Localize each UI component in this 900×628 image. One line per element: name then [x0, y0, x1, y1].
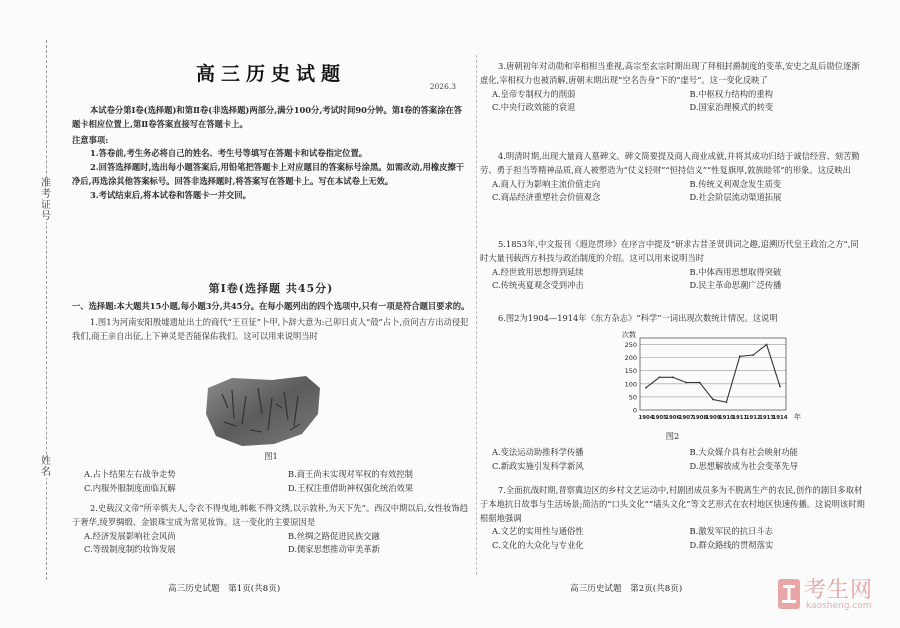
x-tick-label: 1912	[745, 415, 761, 421]
y-tick-label: 150	[624, 367, 637, 376]
option-b[interactable]: B.丝绸之路促进民族交融	[288, 530, 380, 541]
x-tick-label: 1906	[665, 415, 681, 421]
x-tick-label: 1910	[718, 415, 734, 421]
option-b[interactable]: B.中枢权力结构的重构	[689, 88, 773, 99]
figure-1-caption: 图1	[264, 451, 278, 461]
x-tick-label: 1914	[772, 415, 788, 421]
intro-text: 本试卷分第Ⅰ卷(选择题)和第Ⅱ卷(非选择题)两部分,满分100分,考试时间90分钟。第Ⅰ卷的答案涂在答题卡相应位置上,第Ⅱ卷答案直接写在答题卡上。	[72, 105, 463, 129]
y-tick-label: 200	[624, 354, 637, 363]
option-d[interactable]: D.社会阶层流动渠道拓展	[689, 192, 782, 203]
data-point	[752, 354, 754, 356]
option-c[interactable]: C.传统夷夏观念受到冲击	[492, 280, 584, 291]
data-point	[779, 386, 781, 388]
option-c[interactable]: C.等级制度制约妆饰发展	[84, 544, 176, 555]
data-point	[659, 376, 661, 378]
x-tick-label: 1913	[759, 415, 775, 421]
y-tick-label: 100	[624, 380, 637, 389]
option-b[interactable]: B.激发军民的抗日斗志	[689, 526, 773, 537]
question-1	[72, 316, 470, 344]
option-b[interactable]: B.大众媒介具有社会映射功能	[689, 446, 798, 457]
question-stem: 1.图1为河南安阳殷墟遗址出土的商代“王亘征”卜甲,卜辞大意为:己卯日贞人“殻”占卜,贡问吉方出动侵犯我们,商王亲自出征,上下神灵是否能保佑我们。这可以用来说明当时	[72, 317, 469, 341]
option-a[interactable]: A.皇帝专制权力的削弱	[492, 88, 576, 99]
y-tick-label: 0	[632, 406, 637, 415]
option-d[interactable]: D.民主革命思潮广泛传播	[689, 280, 782, 291]
option-b[interactable]: B.中体西用思想取得突破	[689, 266, 782, 277]
y-axis-label: 次数	[622, 331, 636, 339]
x-tick-label: 1909	[705, 415, 721, 421]
figure-2-caption: 图2	[665, 431, 680, 441]
option-c[interactable]: C.新政实施引发科学新风	[492, 460, 584, 471]
question-6-options	[480, 430, 865, 473]
x-tick-label: 1905	[651, 415, 667, 421]
option-a[interactable]: A.经世致用思想得到延续	[492, 266, 584, 277]
data-point	[685, 382, 687, 384]
name-label: 姓 名	[38, 456, 54, 478]
option-a[interactable]: A.占卜结果左右战争走势	[84, 468, 176, 479]
option-d[interactable]: D.国家治理模式的转变	[689, 102, 774, 113]
watermark-url: kaosheng.com	[806, 601, 872, 611]
option-a[interactable]: A.经济发展影响社会风尚	[84, 530, 176, 541]
option-d[interactable]: D.王权注重借助神权强化统治效果	[288, 482, 414, 493]
question-7	[480, 484, 865, 553]
page-footer-2: 高三历史试题 第2页(共8页)	[570, 584, 683, 594]
question-stem: 4.明清时期,出现大量商人墓碑文。碑文简要提及商人商业成就,并将其成功归结于诚信经营、刻苦勤劳、勇于担当等精神品质,商人被塑造为“仗义轻财”“恒持信义”“性复旗厚,敦族睦邻”的形象。这反映出	[480, 151, 860, 175]
y-tick-label: 250	[624, 341, 637, 350]
option-c[interactable]: C.中央行政效能的衰退	[492, 102, 576, 113]
data-point	[712, 399, 714, 401]
question-2	[72, 502, 470, 557]
section-intro: 一、选择题:本大题共15小题,每小题3分,共45分。在每小题列出的四个选项中,只有一项是符合题目要求的。	[72, 300, 470, 311]
watermark-brand: 考生网	[804, 578, 874, 603]
question-stem: 3.唐朝初年对动勋和宰相相当重视,高宗至玄宗时期出现了拜相封爵制度的变革,安史之乱后勋位逐渐虚化,宰相权力也被消解,唐朝末期出现“空名告身”下的“虚号”。这一变化反映了	[480, 61, 860, 85]
kaosheng-logo-icon	[776, 577, 802, 611]
option-b[interactable]: B.传统义利观念发生质变	[689, 178, 782, 189]
x-tick-label: 1907	[678, 415, 694, 421]
question-stem: 5.1853年,中文报刊《遐迩贯珍》在序言中提及“研求古昔圣贤训词之趣,追溯历代皇王政治之方”,同时大量刊载西方科技与政治制度的介绍。这可以用来说明当时	[480, 239, 859, 263]
page-title: 高三历史试题	[195, 63, 346, 85]
y-tick-label: 50	[628, 393, 637, 402]
figure-2-chart	[600, 330, 820, 430]
question-stem: 7.全面抗战时期,晋察冀边区的乡村文艺运动中,村剧团成员多为不脱离生产的农民,创作的剧目多取材于本地抗日故事与生活场景;简洁的“口头文化”“墙头文化”等文艺形式在农村地区快速传播。这说明该时期根据地强调	[480, 485, 865, 523]
question-stem: 2.史载汉文帝“所幸慎夫人,令衣不得曳地,帏帐不得文绣,以示敦朴,为天下先”。西汉中期以后,女性妆饰趋于奢华,绫罗绸缎、金银珠宝成为常见妆饰。这一变化的主要原因是	[72, 503, 469, 527]
binding-line	[46, 40, 47, 580]
x-tick-label: 1911	[732, 415, 748, 421]
note-item: 3.考试结束后,将本试卷和答题卡一并交回。	[90, 189, 251, 200]
option-d[interactable]: D.思想解放成为社会变革先导	[689, 460, 799, 471]
data-point	[699, 382, 701, 384]
page-fold-line	[476, 55, 477, 575]
intro-block	[72, 104, 470, 203]
data-point	[739, 355, 741, 357]
oracle-bone-image	[202, 374, 327, 448]
option-c[interactable]: C.文化的大众化与专业化	[492, 540, 584, 551]
question-6	[480, 312, 865, 326]
data-point	[726, 401, 728, 403]
note-item: 1.答卷前,考生务必将自己的姓名、考生号等填写在答题卡和试卷指定位置。	[90, 148, 368, 159]
series-line	[646, 345, 780, 403]
exam-number-label: 准 考 证 号	[38, 178, 54, 222]
option-c[interactable]: C.内服外服制度面临瓦解	[84, 482, 176, 493]
x-tick-label: 1904	[638, 415, 654, 421]
notes-title: 注意事项:	[72, 134, 109, 145]
section-title: 第Ⅰ卷(选择题 共45分)	[208, 282, 334, 295]
kaosheng-watermark	[776, 573, 894, 617]
question-1-options	[72, 450, 470, 495]
exam-date: 2026.3	[429, 82, 456, 91]
option-c[interactable]: C.商品经济重塑社会价值观念	[492, 192, 601, 203]
question-4	[480, 150, 865, 205]
question-stem: 6.图2为1904—1914年《东方杂志》“科学”一词出现次数统计情况。这说明	[498, 313, 778, 323]
x-axis-label: 年	[794, 413, 801, 421]
option-d[interactable]: D.儒家思想推动审美革新	[288, 544, 380, 555]
option-a[interactable]: A.变法运动助推科学传播	[492, 446, 584, 457]
option-d[interactable]: D.群众路线的贯彻落实	[689, 540, 774, 551]
option-b[interactable]: B.商王尚未实现对军权的有效控制	[288, 468, 413, 479]
data-point	[645, 387, 647, 389]
data-point	[766, 344, 768, 346]
question-5	[480, 238, 865, 293]
page-footer-1: 高三历史试题 第1页(共8页)	[168, 584, 281, 594]
data-point	[672, 376, 674, 378]
line-chart	[600, 330, 820, 430]
option-a[interactable]: A.商人行为影响主流价值走向	[492, 178, 601, 189]
section-block	[72, 282, 470, 314]
option-a[interactable]: A.文艺的实用性与通俗性	[492, 526, 584, 537]
note-item: 2.回答选择题时,选出每小题答案后,用铅笔把答题卡上对应题目的答案标号涂黑。如需改动,用橡皮擦干净后,再选涂其他答案标号。回答非选择题时,将答案写在答题卡上。写在本试卷上无效。	[72, 162, 465, 186]
question-3	[480, 60, 865, 115]
x-tick-label: 1908	[692, 415, 708, 421]
